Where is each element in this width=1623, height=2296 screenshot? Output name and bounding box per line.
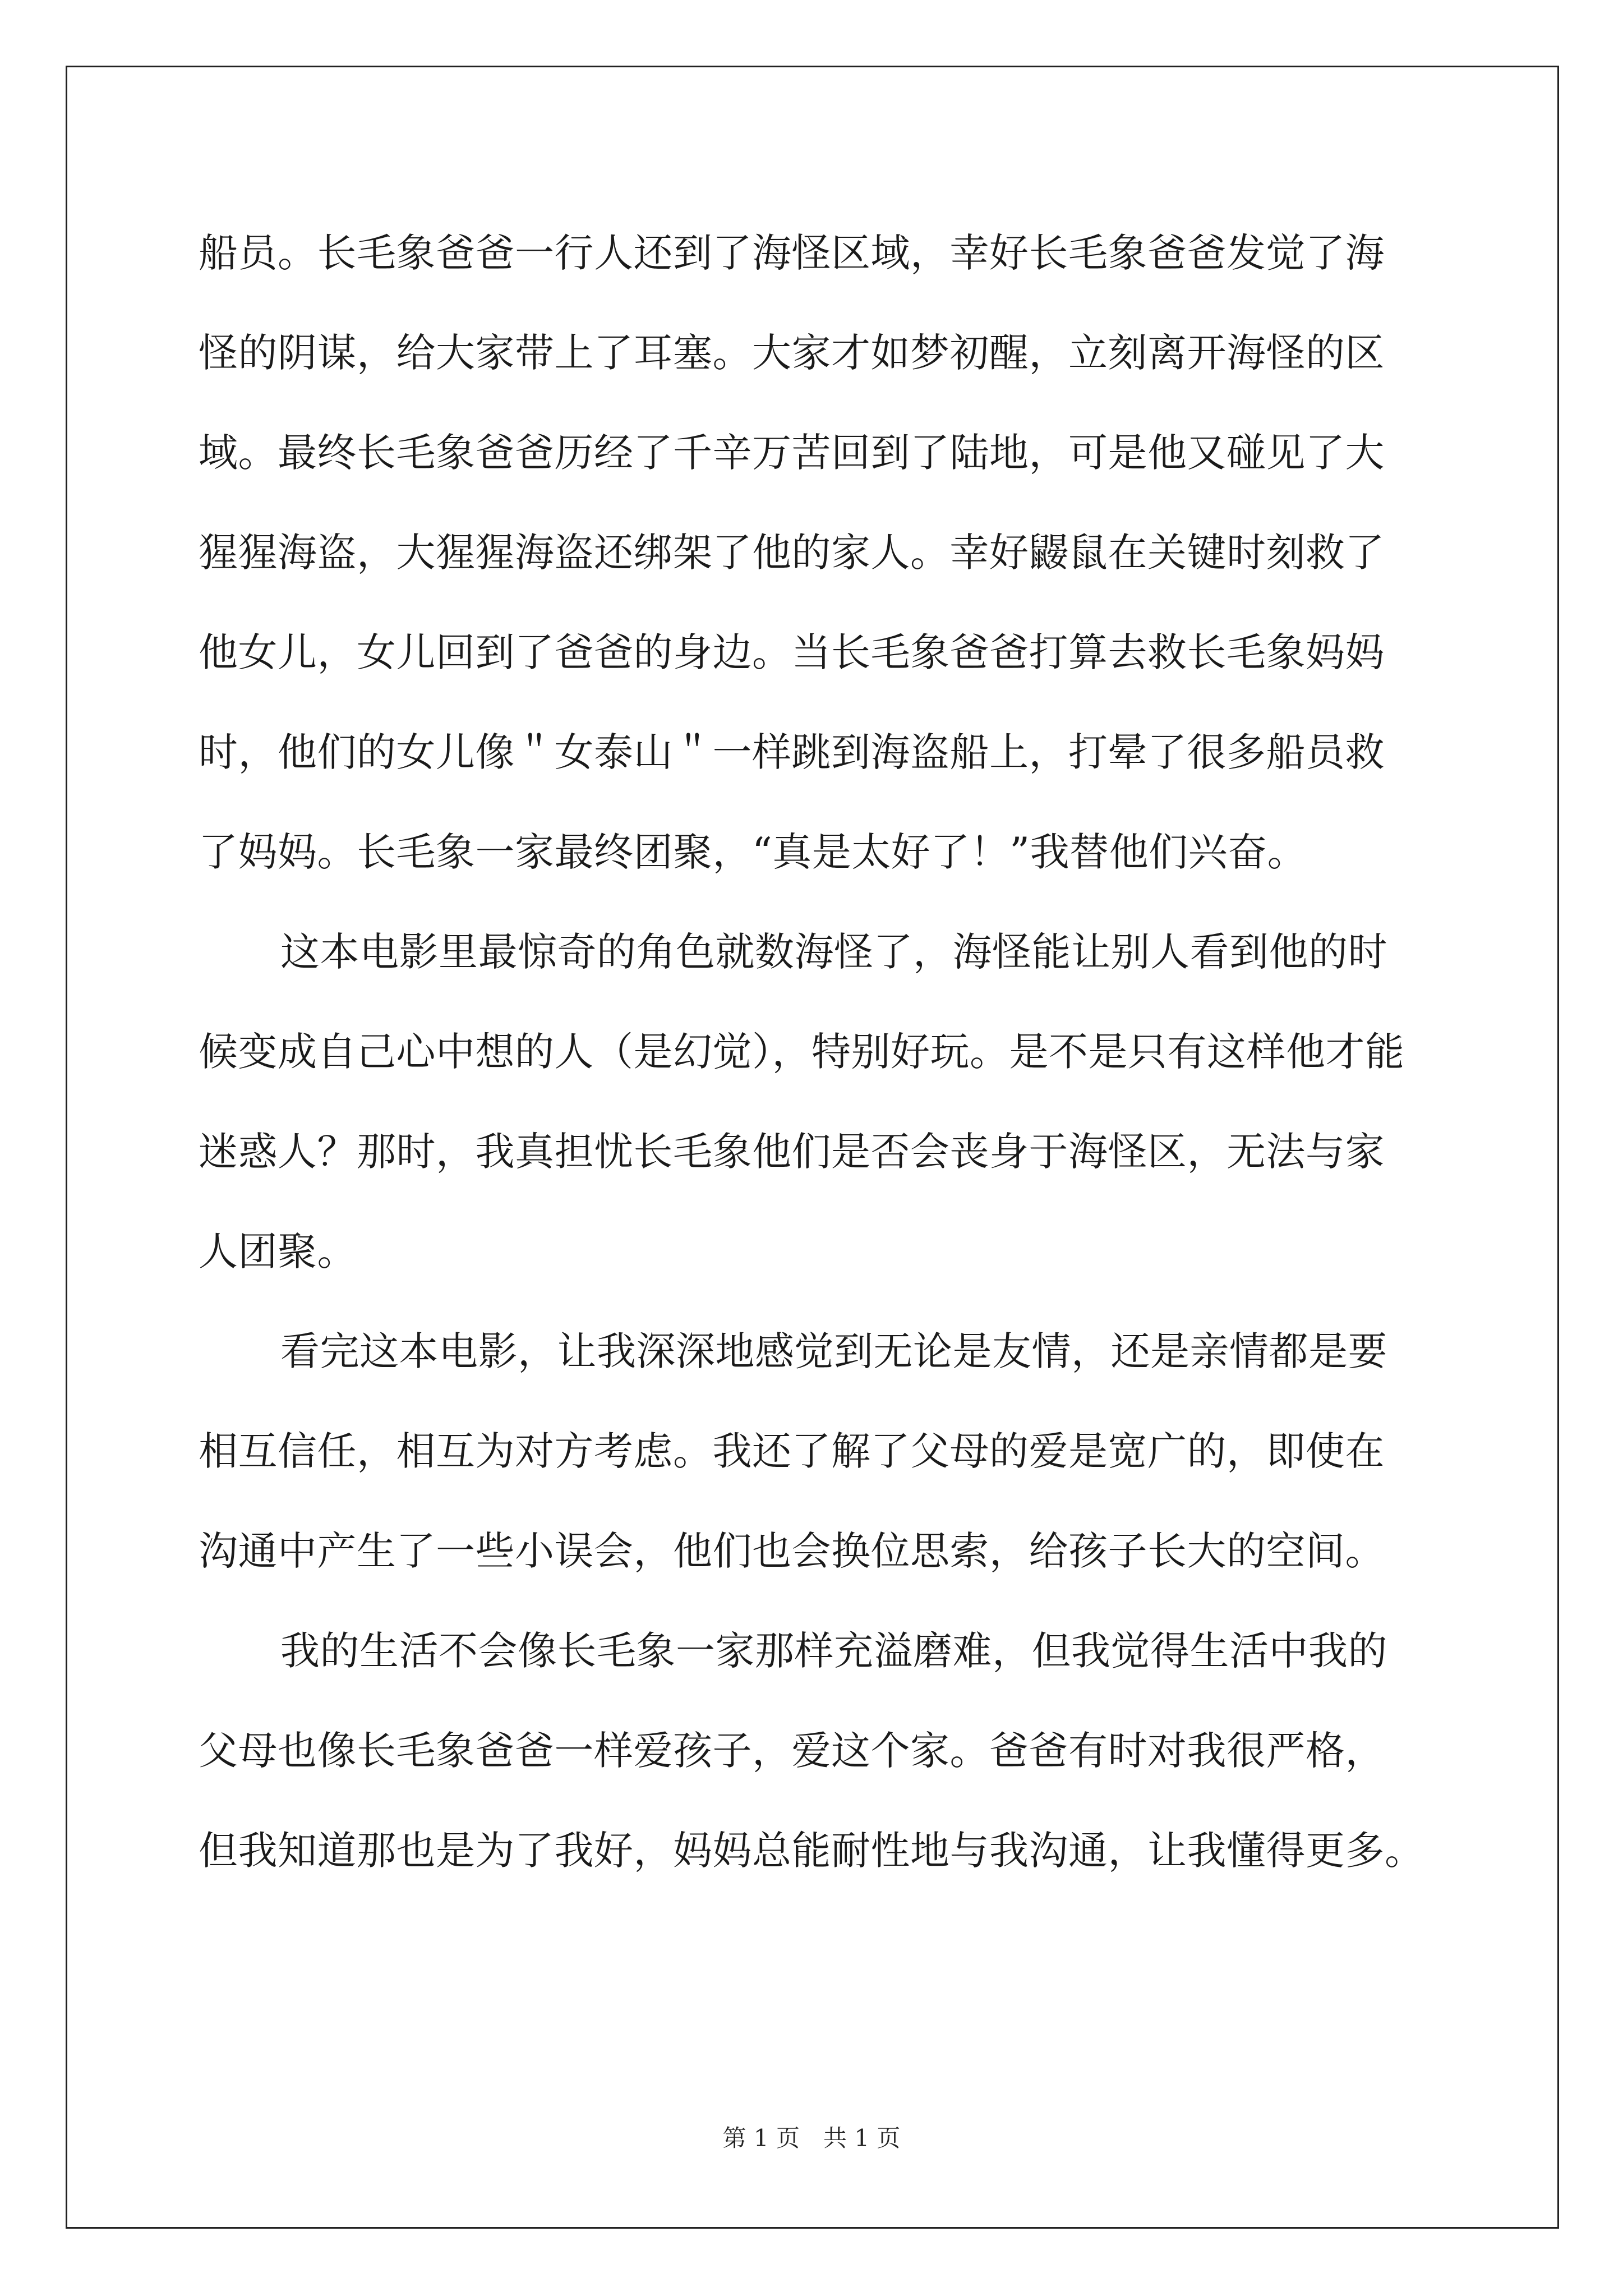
text-line: 沟通中产生了一些小误会，他们也会换位思索，给孩子长大的空间。: [199, 1528, 1385, 1574]
page-total: 共 1 页: [823, 2124, 901, 2152]
text-line: 迷惑人？那时，我真担忧长毛象他们是否会丧身于海怪区，无法与家: [199, 1129, 1385, 1175]
text-line: 候变成自己心中想的人（是幻觉），特别好玩。是不是只有这样他才能: [199, 1029, 1405, 1075]
document-body: [199, 203, 1432, 1901]
text-line: 但我知道那也是为了我好，妈妈总能耐性地与我沟通，让我懂得更多。: [199, 1828, 1424, 1874]
text-line: 了妈妈。长毛象一家最终团聚，“真是太好了！”我替他们兴奋。: [199, 829, 1307, 875]
text-line: 时，他们的女儿像＂女泰山＂一样跳到海盗船上，打晕了很多船员救: [199, 729, 1385, 775]
text-line: 怪的阴谋，给大家带上了耳塞。大家才如梦初醒，立刻离开海怪的区: [199, 330, 1385, 376]
text-line: 他女儿，女儿回到了爸爸的身边。当长毛象爸爸打算去救长毛象妈妈: [199, 629, 1385, 675]
text-line: 人团聚。: [199, 1228, 357, 1274]
page-footer: [0, 2122, 1623, 2155]
text-line: 相互信任，相互为对方考虑。我还了解了父母的爱是宽广的，即使在: [199, 1428, 1385, 1474]
text-line: 猩猩海盗，大猩猩海盗还绑架了他的家人。幸好鼹鼠在关键时刻救了: [199, 530, 1385, 576]
paragraph-start-line: 这本电影里最惊奇的角色就数海怪了，海怪能让别人看到他的时: [280, 929, 1387, 975]
text-line: 船员。长毛象爸爸一行人还到了海怪区域，幸好长毛象爸爸发觉了海: [199, 230, 1385, 276]
text-line: 域。最终长毛象爸爸历经了千辛万苦回到了陆地，可是他又碰见了大: [199, 430, 1385, 476]
text-line: 父母也像长毛象爸爸一样爱孩子，爱这个家。爸爸有时对我很严格，: [199, 1728, 1385, 1774]
paragraph-start-line: 看完这本电影，让我深深地感觉到无论是友情，还是亲情都是要: [280, 1328, 1387, 1374]
page-number: 第 1 页: [722, 2124, 800, 2152]
paragraph-start-line: 我的生活不会像长毛象一家那样充溢磨难，但我觉得生活中我的: [280, 1628, 1387, 1674]
